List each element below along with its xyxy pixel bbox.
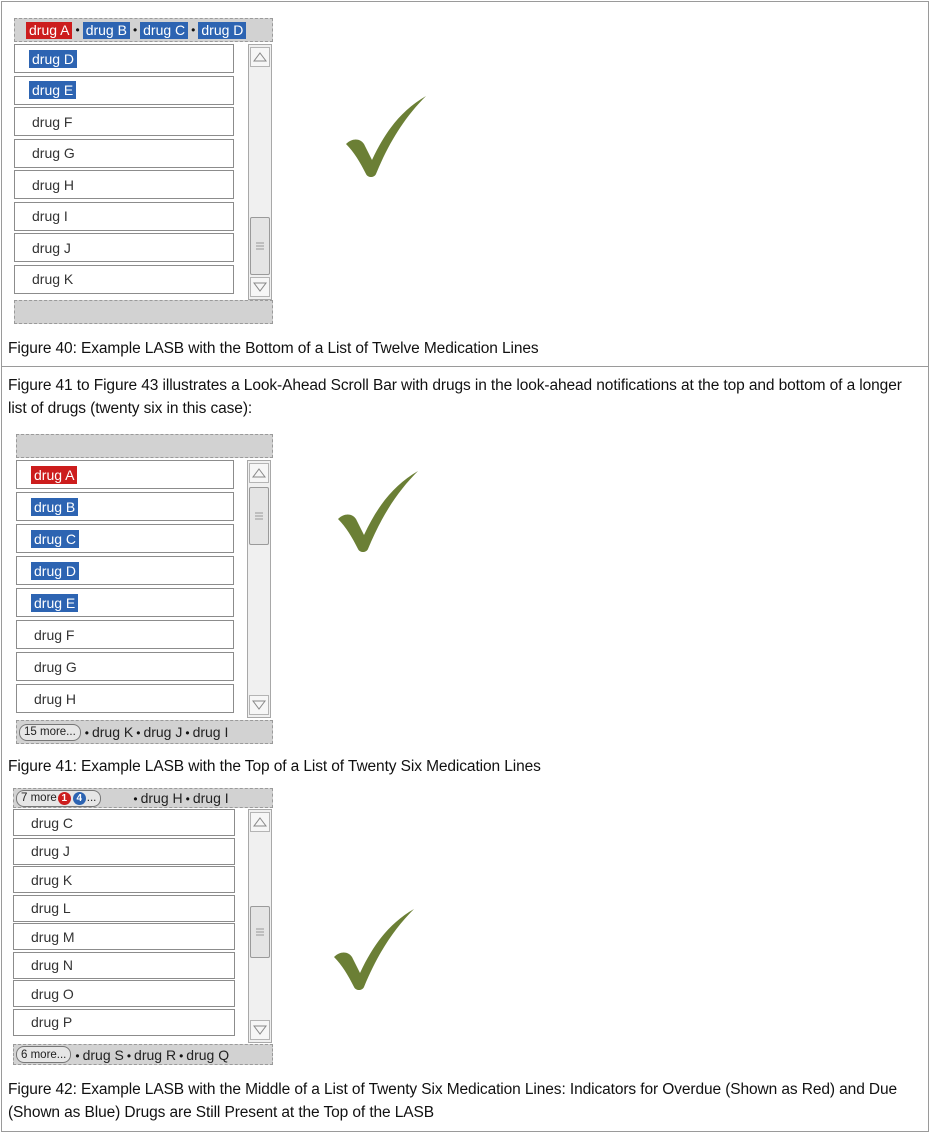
- grip-icon: [255, 927, 265, 937]
- bottom-lookahead-bar[interactable]: [13, 1044, 273, 1065]
- arrow-down-icon: [253, 282, 267, 292]
- lookahead-item[interactable]: drug J: [143, 724, 183, 740]
- drug-label: drug N: [31, 957, 74, 973]
- drug-label: drug G: [34, 658, 77, 675]
- lookahead-item[interactable]: drug I: [192, 790, 229, 806]
- list-item[interactable]: [14, 107, 234, 136]
- arrow-up-icon: [253, 52, 267, 62]
- list-item[interactable]: [14, 233, 234, 262]
- list-item[interactable]: [13, 895, 235, 922]
- drug-label: drug F: [34, 626, 75, 643]
- scroll-up-button[interactable]: [250, 812, 270, 832]
- scroll-thumb[interactable]: [250, 217, 270, 275]
- separator-dot: •: [191, 23, 196, 37]
- separator-dot: •: [136, 726, 141, 740]
- list-item[interactable]: [13, 866, 235, 893]
- scroll-down-button[interactable]: [249, 695, 269, 715]
- lasb-figure-42: [13, 788, 273, 1065]
- lookahead-chip[interactable]: drug D: [198, 22, 246, 39]
- drug-label: drug C: [31, 814, 74, 831]
- lookahead-item[interactable]: drug I: [192, 724, 229, 740]
- grip-icon: [255, 241, 265, 251]
- list-item[interactable]: [13, 980, 235, 1007]
- drug-label: drug H: [32, 176, 75, 193]
- lookahead-item[interactable]: drug Q: [186, 1046, 230, 1063]
- arrow-up-icon: [253, 817, 267, 827]
- list-item[interactable]: [16, 684, 234, 713]
- drug-label: drug I: [32, 208, 68, 224]
- lasb-figure-40: [14, 18, 273, 324]
- figure-41-caption: Figure 41: Example LASB with the Top of a List of Twenty Six Medication Lines: [8, 758, 541, 775]
- separator-dot: •: [185, 726, 190, 740]
- list-item[interactable]: [14, 202, 234, 231]
- list-item[interactable]: [16, 588, 234, 617]
- top-lookahead-bar[interactable]: [14, 18, 273, 42]
- drug-label: drug G: [32, 145, 75, 161]
- separator-dot: •: [133, 792, 138, 806]
- lookahead-chip[interactable]: drug A: [26, 22, 72, 39]
- list-item[interactable]: [13, 952, 235, 979]
- drug-label: drug J: [32, 239, 71, 256]
- lookahead-chip[interactable]: drug C: [140, 22, 188, 39]
- figure-42-caption-line1: Figure 42: Example LASB with the Middle of a List of Twenty Six Medication Lines: Indicators for Overdue (Shown as Red) and Due: [8, 1081, 898, 1098]
- drug-label: drug J: [31, 843, 70, 859]
- drug-label: drug C: [31, 530, 79, 548]
- drug-label: drug D: [29, 50, 77, 68]
- more-button[interactable]: 6 more...: [16, 1046, 71, 1063]
- top-lookahead-bar[interactable]: [16, 434, 273, 458]
- list-item[interactable]: [16, 652, 234, 681]
- drug-label: drug D: [31, 562, 79, 580]
- list-item[interactable]: [16, 460, 234, 489]
- drug-label: drug M: [31, 928, 75, 945]
- checkmark-icon: [330, 907, 420, 995]
- scrollbar[interactable]: [248, 44, 272, 300]
- drug-label: drug E: [31, 594, 78, 612]
- list-item[interactable]: [13, 809, 235, 836]
- drug-label: drug F: [32, 113, 73, 130]
- more-button[interactable]: 15 more...: [19, 724, 81, 741]
- list-item[interactable]: [14, 265, 234, 294]
- drug-label: drug L: [31, 900, 71, 916]
- list-item[interactable]: [16, 556, 234, 585]
- list-item[interactable]: [16, 492, 234, 521]
- list-item[interactable]: [14, 76, 234, 105]
- scroll-up-button[interactable]: [249, 463, 269, 483]
- drug-label: drug H: [34, 690, 77, 707]
- grip-icon: [254, 511, 264, 521]
- bottom-lookahead-bar[interactable]: [14, 300, 273, 324]
- more-label: 7 more: [21, 792, 57, 804]
- checkmark-icon: [334, 469, 424, 557]
- drug-label: drug A: [31, 466, 77, 484]
- list-item[interactable]: [13, 923, 235, 950]
- scroll-up-button[interactable]: [250, 47, 270, 67]
- figure-41-42-panel: [1, 366, 929, 1132]
- separator-dot: •: [84, 726, 89, 740]
- arrow-down-icon: [253, 1025, 267, 1035]
- lookahead-chip[interactable]: drug B: [83, 22, 130, 39]
- lookahead-item[interactable]: drug S: [82, 1046, 124, 1063]
- scroll-down-button[interactable]: [250, 277, 270, 297]
- overdue-count-badge: 1: [58, 792, 71, 805]
- list-item[interactable]: [14, 44, 234, 73]
- more-button[interactable]: [16, 790, 101, 807]
- arrow-down-icon: [252, 700, 266, 710]
- list-item[interactable]: [16, 524, 234, 553]
- scroll-thumb[interactable]: [250, 906, 270, 958]
- top-lookahead-bar[interactable]: [13, 788, 273, 808]
- drug-label: drug P: [31, 1014, 73, 1030]
- lookahead-item[interactable]: drug R: [134, 1046, 177, 1063]
- arrow-up-icon: [252, 468, 266, 478]
- separator-dot: •: [132, 23, 138, 37]
- lookahead-item[interactable]: drug H: [140, 790, 183, 806]
- separator-dot: •: [185, 792, 190, 806]
- checkmark-icon: [342, 94, 432, 182]
- lookahead-item[interactable]: drug K: [91, 724, 134, 740]
- separator-dot: •: [75, 23, 80, 37]
- scroll-thumb[interactable]: [249, 487, 269, 545]
- list-item[interactable]: [13, 1009, 235, 1036]
- scroll-down-button[interactable]: [250, 1020, 270, 1040]
- list-item[interactable]: [13, 838, 235, 865]
- figure-42-caption-line2: (Shown as Blue) Drugs are Still Present at the Top of the LASB: [8, 1104, 435, 1121]
- separator-dot: •: [126, 1048, 132, 1063]
- drug-label: drug O: [31, 985, 74, 1002]
- figure-40-panel: [1, 1, 929, 367]
- list-item[interactable]: [16, 620, 234, 649]
- scrollbar[interactable]: [247, 460, 271, 718]
- list-item[interactable]: [14, 170, 234, 199]
- drug-label: drug E: [29, 81, 76, 99]
- due-count-badge: 4: [73, 792, 86, 805]
- list-item[interactable]: [14, 139, 234, 168]
- separator-dot: •: [179, 1048, 184, 1063]
- drug-label: drug K: [32, 271, 74, 287]
- figure-40-caption: Figure 40: Example LASB with the Bottom of a List of Twelve Medication Lines: [8, 340, 539, 357]
- scrollbar[interactable]: [248, 809, 272, 1043]
- lasb-figure-41: [16, 434, 273, 744]
- separator-dot: •: [75, 1048, 80, 1063]
- drug-label: drug B: [31, 498, 78, 516]
- figure-42-caption: [8, 1078, 920, 1124]
- drug-label: drug K: [31, 871, 73, 888]
- more-suffix: ...: [86, 792, 97, 804]
- bottom-lookahead-bar[interactable]: [16, 720, 273, 744]
- intro-paragraph: Figure 41 to Figure 43 illustrates a Look-Ahead Scroll Bar with drugs in the look-ahead notifications at the top and bottom of a longer list of drugs (twenty six in this case):: [8, 377, 902, 417]
